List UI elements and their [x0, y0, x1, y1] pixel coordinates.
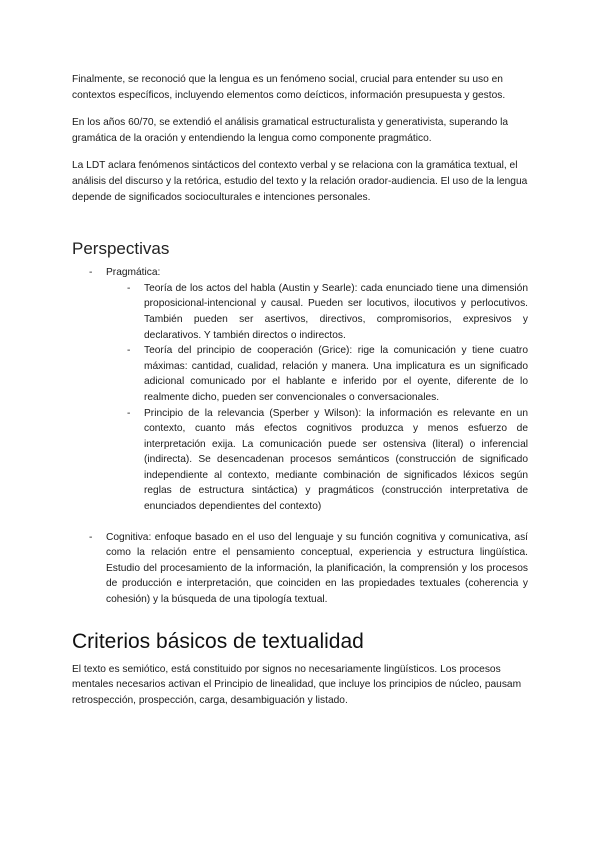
section-heading-perspectivas: Perspectivas	[72, 239, 170, 259]
list-item-actos-habla: - Teoría de los actos del habla (Austin y Searle): cada enunciado tiene una dimensión proposicional-intencional y causal. Pueden ser locutivos, ilocutivos y perlocutivos. También pueden ser asertivos, directivos, compromisorios, expresivos y declarativos. Y también directos o indirectos.	[144, 281, 528, 343]
perspectivas-list	[72, 265, 528, 607]
intro-paragraph-1: Finalmente, se reconoció que la lengua es un fenómeno social, crucial para entender su uso en contextos específicos, incluyendo elementos como deícticos, información presupuesta y gestos.	[72, 74, 506, 101]
list-item-pragmatica	[106, 265, 528, 515]
list-item-cooperacion: - Teoría del principio de cooperación (Grice): rige la comunicación y tiene cuatro máximas: cantidad, cualidad, relación y manera. Una implicatura es un significado adicional comunicado por el hablante e inferido por el oyente, diferente de lo realmente dicho, pueden ser convencionales o conversacionales.	[144, 343, 528, 405]
pragmatica-label: Pragmática:	[106, 267, 161, 279]
section-heading-criterios: Criterios básicos de textualidad	[72, 629, 364, 653]
list-item-relevancia: - Principio de la relevancia (Sperber y Wilson): la información es relevante en un contexto, cuanto más efectos cognitivos produzca y menos esfuerzo de interpretación exija. La comunicación puede ser ostensiva (literal) o inferencial (indirecta). Se desencadenan procesos semánticos (construcción de significado independiente al contexto, mediante combinación de significados léxicos según reglas de estructura sintáctica) y pragmáticos (construcción interpretativa de enunciados dependientes del contexto)	[144, 406, 528, 515]
pragmatica-sublist	[106, 281, 528, 515]
intro-paragraph-2: En los años 60/70, se extendió el análisis gramatical estructuralista y generativista, superando la gramática de la oración y entendiendo la lengua como componente pragmático.	[72, 117, 509, 144]
criterios-paragraph: El texto es semiótico, está constituido por signos no necesariamente lingüísticos. Los procesos mentales necesarios activan el Principio de linealidad, que incluye los principios de núcleo, pausam retrospección, prospección, carga, desambiguación y listado.	[72, 663, 522, 706]
document-page	[72, 72, 528, 708]
intro-paragraph-3: La LDT aclara fenómenos sintácticos del contexto verbal y se relaciona con la gramática textual, el análisis del discurso y la retórica, estudio del texto y la relación orador-audiencia. El uso de la lengua depende de significados socioculturales e intenciones personales.	[72, 160, 528, 203]
list-item-cognitiva: - Cognitiva: enfoque basado en el uso del lenguaje y su función cognitiva y comunicativa, así como la relación entre el pensamiento conceptual, experiencia y estructura lingüística. Estudio del procesamiento de la información, la planificación, la comprensión y los procesos de producción e interpretación, que coinciden en las propiedades textuales (coherencia y cohesión) y la búsqueda de una tipología textual.	[106, 530, 528, 608]
